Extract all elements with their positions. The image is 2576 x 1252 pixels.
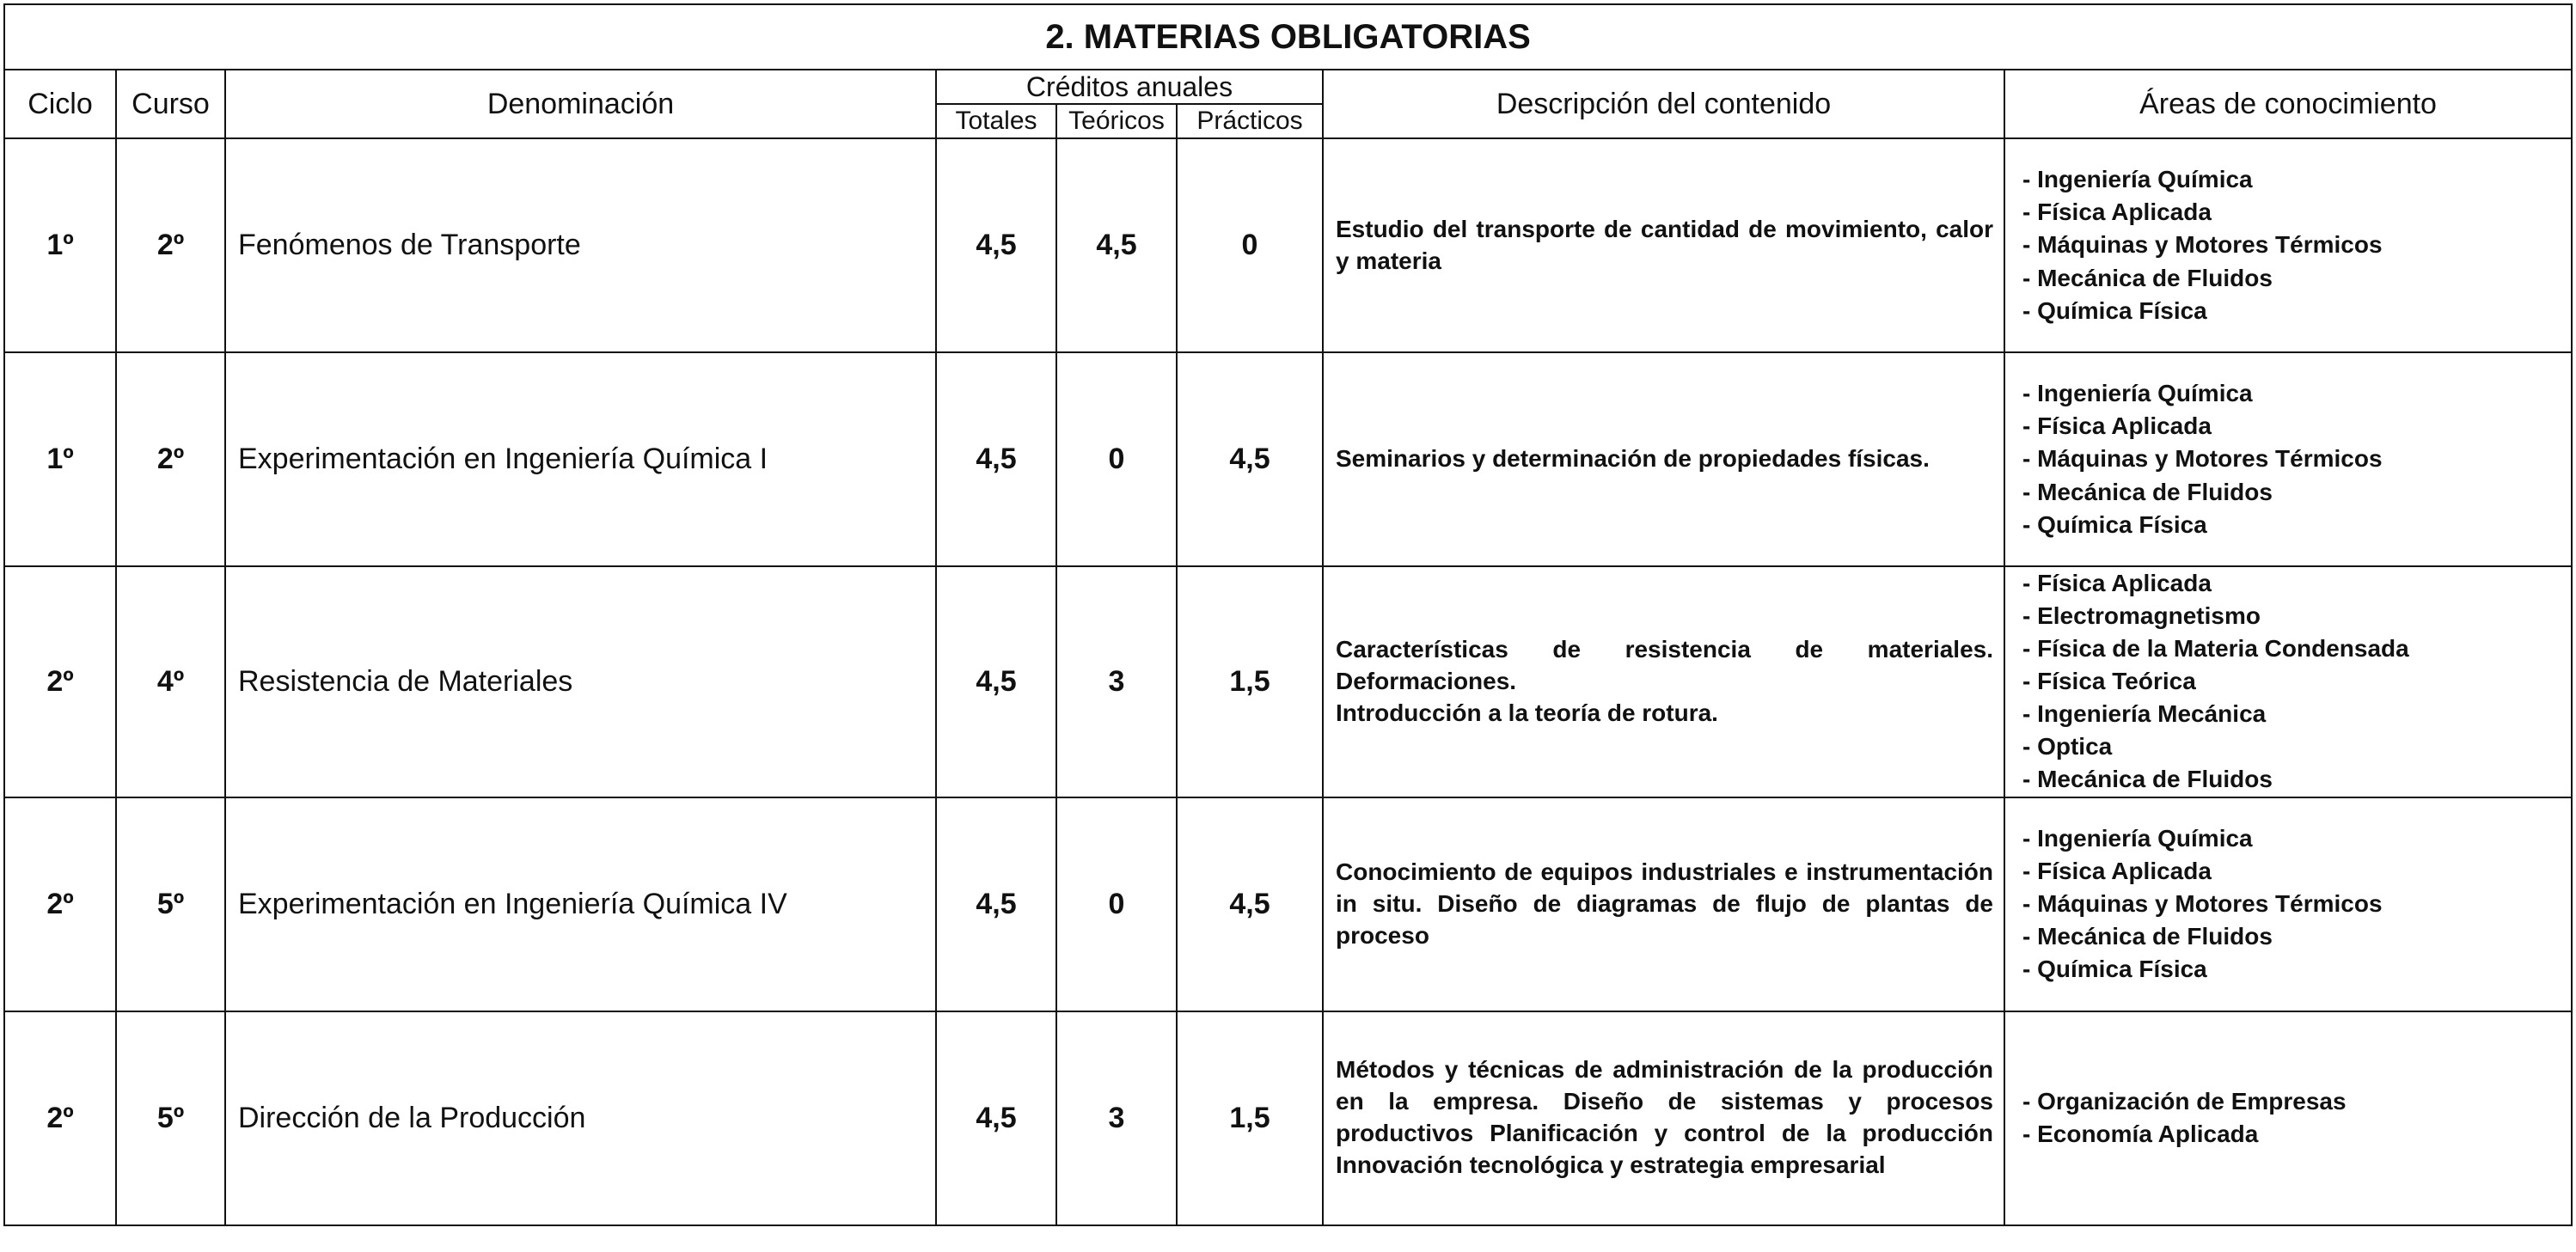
header-ciclo: Ciclo xyxy=(4,70,116,138)
totales-cell: 4,5 xyxy=(936,138,1056,352)
area-item: - Ingeniería Química xyxy=(2022,380,2253,407)
denominacion-cell: Resistencia de Materiales xyxy=(225,566,936,797)
materias-table xyxy=(3,3,2573,1226)
area-item: - Organización de Empresas xyxy=(2022,1087,2347,1115)
header-curso: Curso xyxy=(116,70,225,138)
area-item: - Física Aplicada xyxy=(2022,570,2212,596)
area-item: - Física de la Materia Condensada xyxy=(2022,635,2409,663)
area-item: - Ingeniería Mecánica xyxy=(2022,700,2267,728)
area-item: - Mecánica de Fluidos xyxy=(2022,478,2273,505)
curso-cell: 2º xyxy=(116,138,225,352)
teoricos-cell: 4,5 xyxy=(1056,138,1177,352)
totales-cell: 4,5 xyxy=(936,1011,1056,1225)
practicos-cell: 4,5 xyxy=(1177,797,1323,1011)
ciclo-cell: 2º xyxy=(4,566,116,797)
descripcion-text: Métodos y técnicas de administración de la producción en la empresa. Diseño de sistemas y procesos productivos Planificación y control de la producción Innovación tecnológica y estrategia empresarial xyxy=(1336,1056,1993,1178)
curso-cell: 2º xyxy=(116,352,225,566)
area-item: - Química Física xyxy=(2022,510,2207,538)
area-item: - Optica xyxy=(2022,733,2113,760)
areas-list xyxy=(2022,567,2571,797)
area-item: - Física Aplicada xyxy=(2022,857,2212,884)
denominacion-cell: Dirección de la Producción xyxy=(225,1011,936,1225)
table-row xyxy=(4,1011,2572,1225)
area-item: - Química Física xyxy=(2022,296,2207,324)
areas-cell xyxy=(2004,797,2572,1011)
area-item: - Física Aplicada xyxy=(2022,412,2212,440)
area-item: - Máquinas y Motores Térmicos xyxy=(2022,445,2383,473)
practicos-cell: 1,5 xyxy=(1177,566,1323,797)
header-totales: Totales xyxy=(936,104,1056,138)
descripcion-cell xyxy=(1323,797,2004,1011)
area-item: - Química Física xyxy=(2022,956,2207,983)
descripcion-text: Estudio del transporte de cantidad de movimiento, calor y materia xyxy=(1336,215,1993,274)
teoricos-cell: 0 xyxy=(1056,352,1177,566)
area-item: - Física Teórica xyxy=(2022,668,2196,695)
header-denominacion: Denominación xyxy=(225,70,936,138)
curso-cell: 4º xyxy=(116,566,225,797)
denominacion-cell: Experimentación en Ingeniería Química I xyxy=(225,352,936,566)
table-row xyxy=(4,797,2572,1011)
table-row xyxy=(4,138,2572,352)
table-body xyxy=(4,138,2572,1225)
ciclo-cell: 2º xyxy=(4,1011,116,1225)
area-item: - Física Aplicada xyxy=(2022,198,2212,226)
areas-list xyxy=(2022,822,2571,986)
areas-cell xyxy=(2004,352,2572,566)
areas-list xyxy=(2022,163,2571,327)
areas-list xyxy=(2022,377,2571,540)
areas-list xyxy=(2022,1085,2571,1151)
totales-cell: 4,5 xyxy=(936,566,1056,797)
area-item: - Mecánica de Fluidos xyxy=(2022,923,2273,950)
areas-cell xyxy=(2004,1011,2572,1225)
descripcion-text: Seminarios y determinación de propiedades físicas. xyxy=(1336,445,1930,473)
ciclo-cell: 2º xyxy=(4,797,116,1011)
ciclo-cell: 1º xyxy=(4,352,116,566)
area-item: - Ingeniería Química xyxy=(2022,166,2253,193)
header-practicos: Prácticos xyxy=(1177,104,1323,138)
area-item: - Mecánica de Fluidos xyxy=(2022,766,2273,793)
curso-cell: 5º xyxy=(116,797,225,1011)
practicos-cell: 0 xyxy=(1177,138,1323,352)
table-row xyxy=(4,566,2572,797)
practicos-cell: 4,5 xyxy=(1177,352,1323,566)
areas-cell xyxy=(2004,566,2572,797)
header-teoricos: Teóricos xyxy=(1056,104,1177,138)
header-descripcion: Descripción del contenido xyxy=(1323,70,2004,138)
descripcion-text: Introducción a la teoría de rotura. xyxy=(1336,699,1718,726)
curso-cell: 5º xyxy=(116,1011,225,1225)
practicos-cell: 1,5 xyxy=(1177,1011,1323,1225)
totales-cell: 4,5 xyxy=(936,352,1056,566)
descripcion-text: Características de resistencia de materiales. Deformaciones. xyxy=(1336,635,1993,694)
denominacion-cell: Experimentación en Ingeniería Química IV xyxy=(225,797,936,1011)
descripcion-cell xyxy=(1323,138,2004,352)
descripcion-cell xyxy=(1323,1011,2004,1225)
descripcion-cell xyxy=(1323,566,2004,797)
area-item: - Electromagnetismo xyxy=(2022,602,2261,630)
descripcion-text: Conocimiento de equipos industriales e instrumentación in situ. Diseño de diagramas de flujo de plantas de proceso xyxy=(1336,858,1993,949)
header-areas: Áreas de conocimiento xyxy=(2004,70,2572,138)
descripcion-cell xyxy=(1323,352,2004,566)
teoricos-cell: 0 xyxy=(1056,797,1177,1011)
area-item: - Máquinas y Motores Térmicos xyxy=(2022,231,2383,259)
table-row xyxy=(4,352,2572,566)
totales-cell: 4,5 xyxy=(936,797,1056,1011)
ciclo-cell: 1º xyxy=(4,138,116,352)
denominacion-cell: Fenómenos de Transporte xyxy=(225,138,936,352)
header-creditos-anuales: Créditos anuales xyxy=(936,70,1323,104)
area-item: - Ingeniería Química xyxy=(2022,824,2253,852)
area-item: - Mecánica de Fluidos xyxy=(2022,264,2273,291)
table-title: 2. MATERIAS OBLIGATORIAS xyxy=(4,4,2572,70)
areas-cell xyxy=(2004,138,2572,352)
area-item: - Máquinas y Motores Térmicos xyxy=(2022,890,2383,917)
teoricos-cell: 3 xyxy=(1056,566,1177,797)
area-item: - Economía Aplicada xyxy=(2022,1121,2259,1148)
teoricos-cell: 3 xyxy=(1056,1011,1177,1225)
